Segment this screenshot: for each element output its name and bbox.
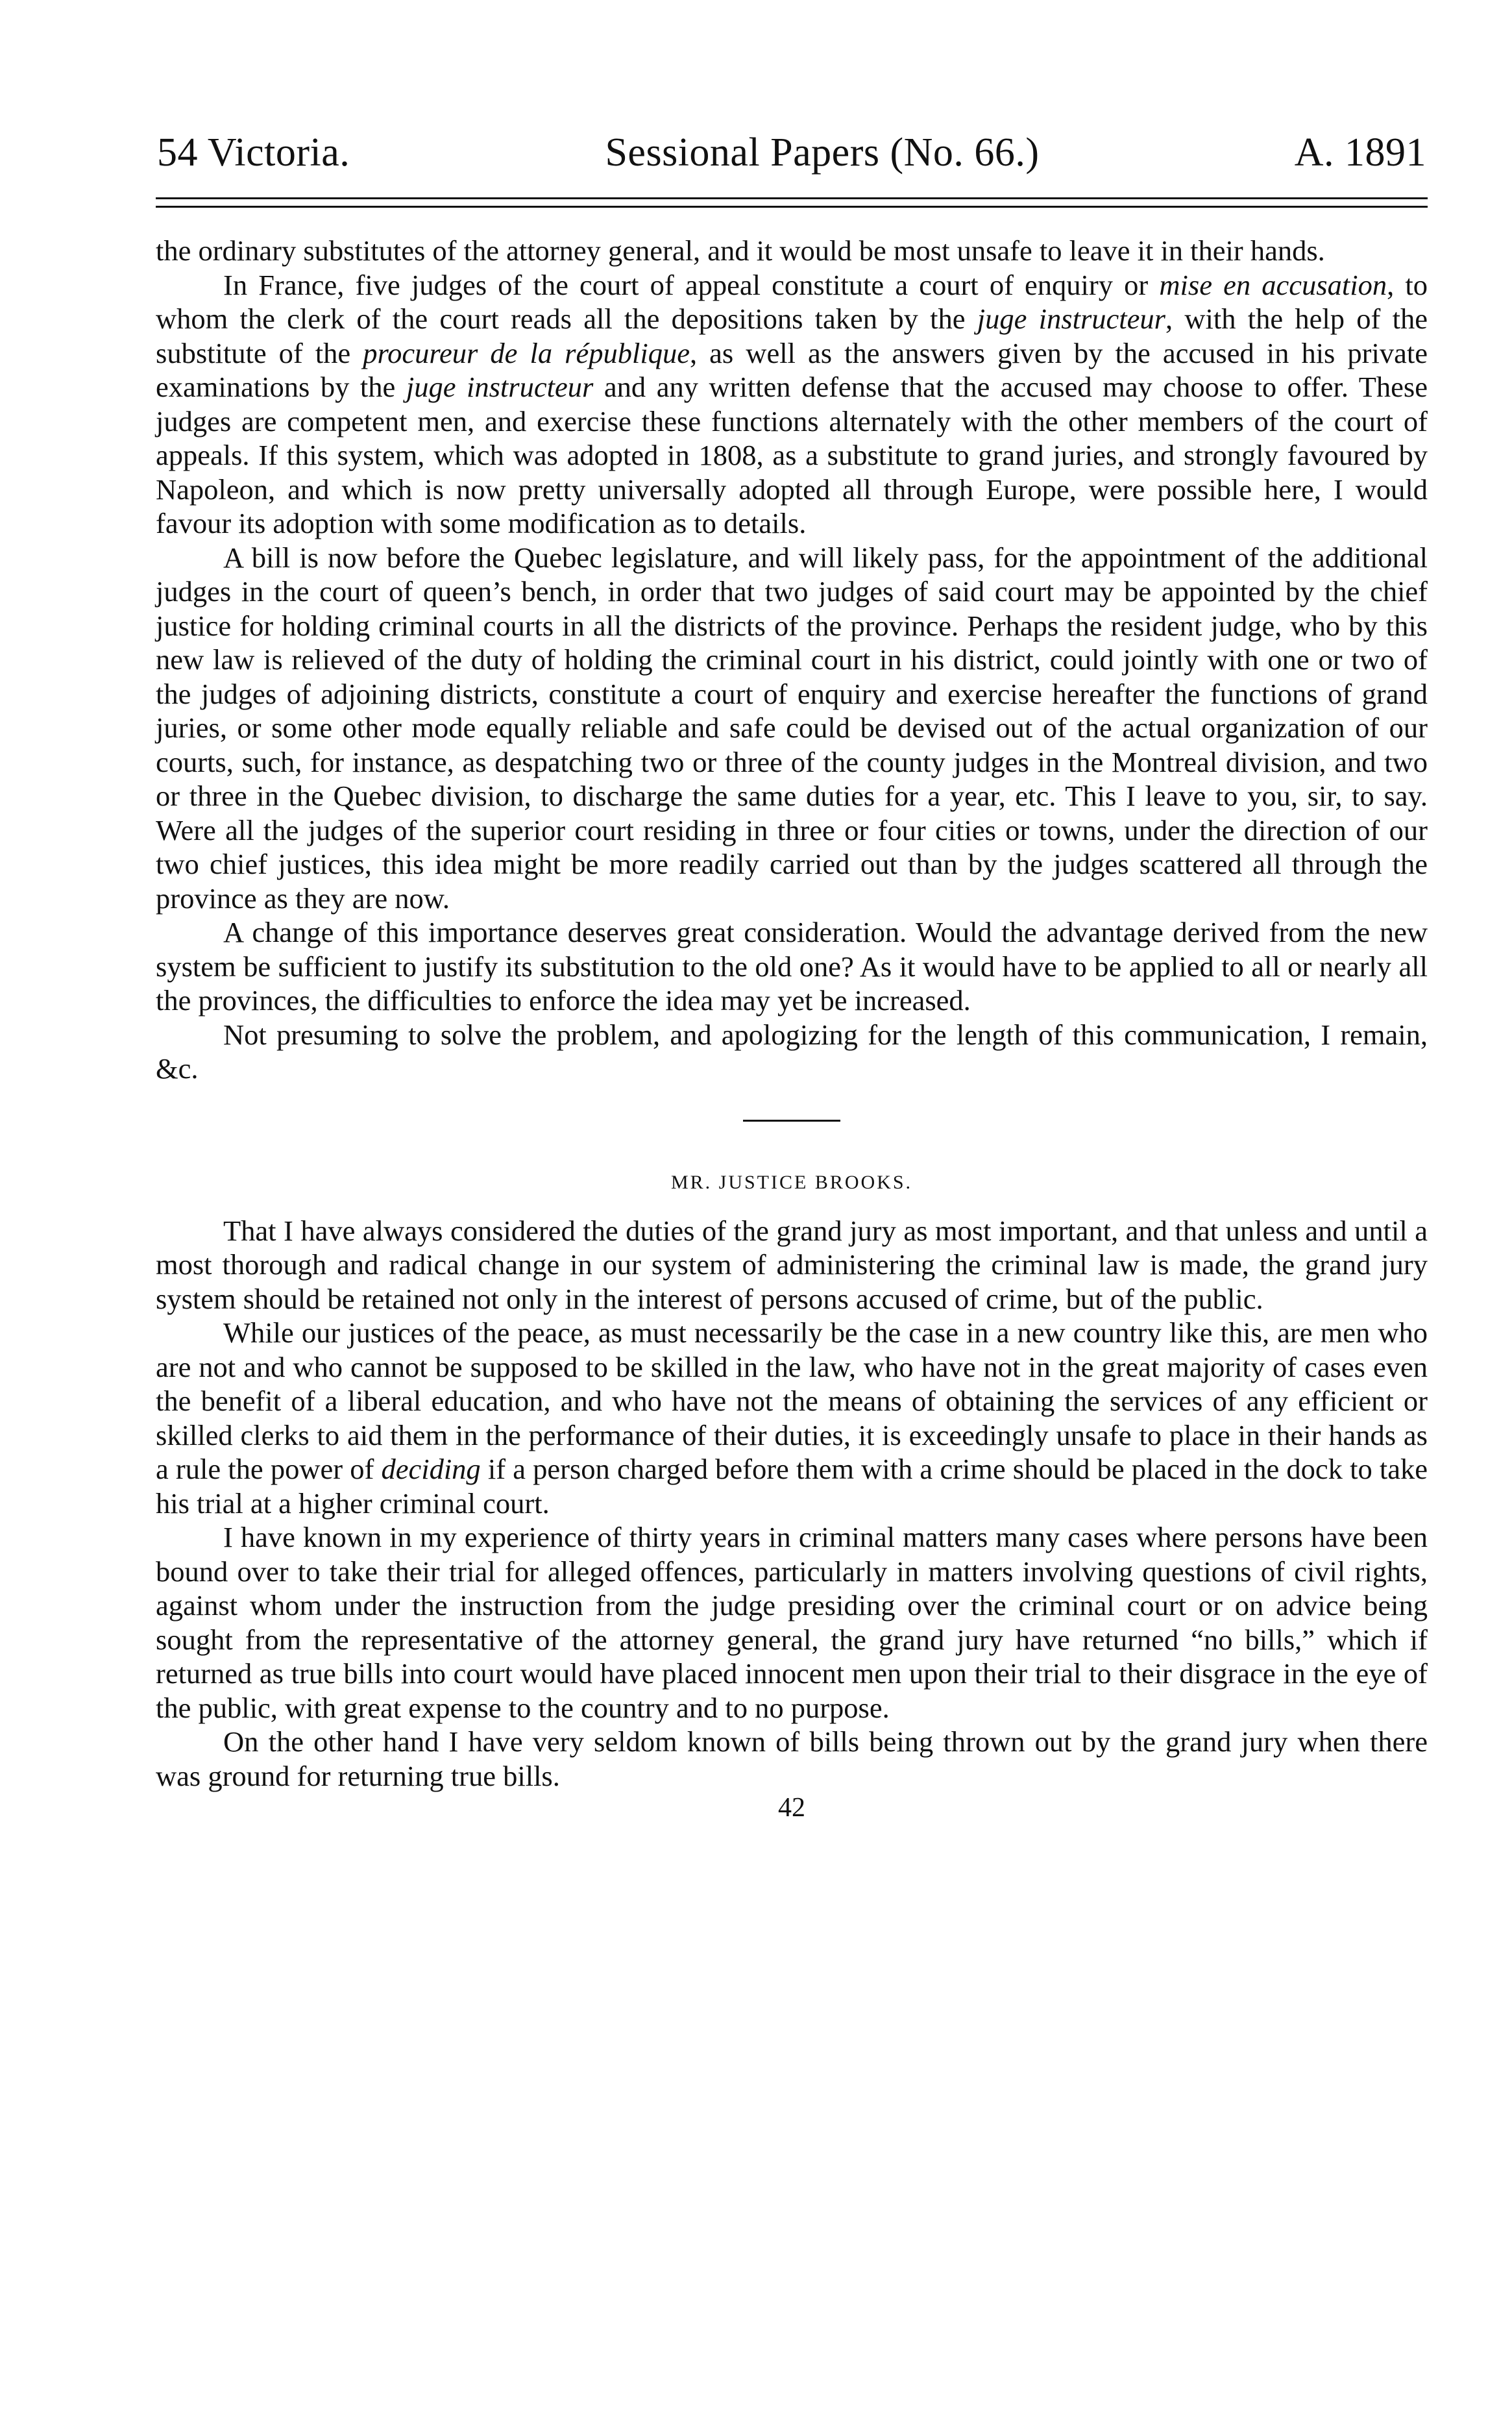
italic-phrase: mise en accusation: [1159, 268, 1387, 301]
text-run: On the other hand I have very seldom known of bills being thrown out by the grand jury when there was ground for returning true bills.: [156, 1725, 1428, 1792]
paragraph: [156, 268, 1428, 541]
section-paragraphs: [156, 1214, 1428, 1794]
running-head: [156, 130, 1428, 175]
header-title: Sessional Papers (No. 66.): [605, 130, 1040, 175]
document-page: [156, 130, 1428, 1823]
paragraph: [156, 1214, 1428, 1316]
header-year: A. 1891: [1294, 130, 1426, 175]
paragraph: [156, 1520, 1428, 1725]
section-divider: [743, 1120, 840, 1122]
page-number: 42: [778, 1793, 805, 1823]
text-run: While our justices of the peace, as must necessarily be the case in a new country like this, are men who are not and who cannot be supposed to be skilled in the law, who have not in the great majority of cases even the benefit of a liberal education, and who have not the means of obtaining the services of any efficient or skilled clerks to aid them in the performance of their duties, it is exceedingly unsafe to place in their hands as a rule the power of: [156, 1316, 1428, 1485]
paragraph: [156, 1316, 1428, 1520]
text-run: A bill is now before the Quebec legislature, and will likely pass, for the appointment of the additional judges in the court of queen’s bench, in order that two judges of said court may be appointed by the chief justice for holding criminal courts in all the districts of the province. Perhaps the resident judge, who by this new law is relieved of the duty of holding the criminal court in his district, could jointly with one or two of the judges of adjoining districts, constitute a court of enquiry and exercise hereafter the functions of grand juries, or some other mode equally reliable and safe could be devised out of the actual organization of our courts, such, for instance, as despatching two or three of the county judges in the Montreal division, and two or three in the Quebec division, to discharge the same duties for a year, etc. This I leave to you, sir, to say. Were all the judges of the superior court residing in three or four cities or towns, under the direction of our two chief justices, this idea might be more readily carried out than by the judges scattered all through the province as they are now.: [156, 541, 1428, 915]
body-text: [156, 234, 1428, 1823]
text-run: In France, five judges of the court of appeal constitute a court of enquiry or: [223, 268, 1160, 301]
paragraph: [156, 1018, 1428, 1086]
paragraph: [156, 541, 1428, 916]
text-run: if a person charged before them with a crime should be placed in the dock to take his trial at a higher criminal court.: [156, 1453, 1428, 1520]
text-run: That I have always considered the duties of the grand jury as most important, and that unless and until a most thorough and radical change in our system of administering the criminal law is made, the grand jury system should be retained not only in the interest of persons accused of crime, but of the public.: [156, 1214, 1428, 1315]
text-run: A change of this importance deserves great consideration. Would the advantage derived from the new system be sufficient to justify its substitution to the old one? As it would have to be applied to all or nearly all the provinces, the difficulties to enforce the idea may yet be increased.: [156, 916, 1428, 1017]
italic-phrase: juge instructeur: [406, 371, 594, 403]
text-run: , with the help of the substitute of the: [156, 302, 1428, 369]
paragraph: [156, 915, 1428, 1018]
main-paragraphs: [156, 234, 1428, 1086]
section-heading: MR. JUSTICE BROOKS.: [670, 1171, 913, 1193]
italic-phrase: juge instructeur: [977, 302, 1165, 335]
paragraph: [156, 234, 1428, 268]
text-run: I have known in my experience of thirty years in criminal matters many cases where persons have been bound over to take their trial for alleged offences, particularly in matters involving questions of civil rights, against whom under the instruction from the judge presiding over the criminal court or on advice being sought from the representative of the attorney general, the grand jury have returned “no bills,” which if returned as true bills into court would have placed innocent men upon their trial to their disgrace in the eye of the public, with great expense to the country and to no purpose.: [156, 1521, 1428, 1724]
paragraph: [156, 1725, 1428, 1793]
text-run: Not presuming to solve the problem, and apologizing for the length of this communication, I remain, &c.: [156, 1018, 1428, 1085]
text-run: , to whom the clerk of the court reads all the depositions taken by the: [156, 268, 1428, 335]
header-double-rule: [156, 197, 1428, 208]
header-session: 54 Victoria.: [157, 130, 350, 175]
text-run: , as well as the answers given by the accused in his private examinations by the: [156, 336, 1428, 403]
text-run: and any written defense that the accused may choose to offer. These judges are competent men, and exercise these functions alternately with the other members of the court of appeals. If this system, which was adopted in 1808, as a substitute to grand juries, and strongly favoured by Napoleon, and which is now pretty universally adopted all through Europe, were possible here, I would favour its adoption with some modification as to details.: [156, 371, 1428, 539]
text-run: the ordinary substitutes of the attorney general, and it would be most unsafe to leave it in their hands.: [156, 234, 1325, 267]
italic-phrase: deciding: [381, 1453, 481, 1485]
italic-phrase: procureur de la république: [363, 336, 690, 369]
